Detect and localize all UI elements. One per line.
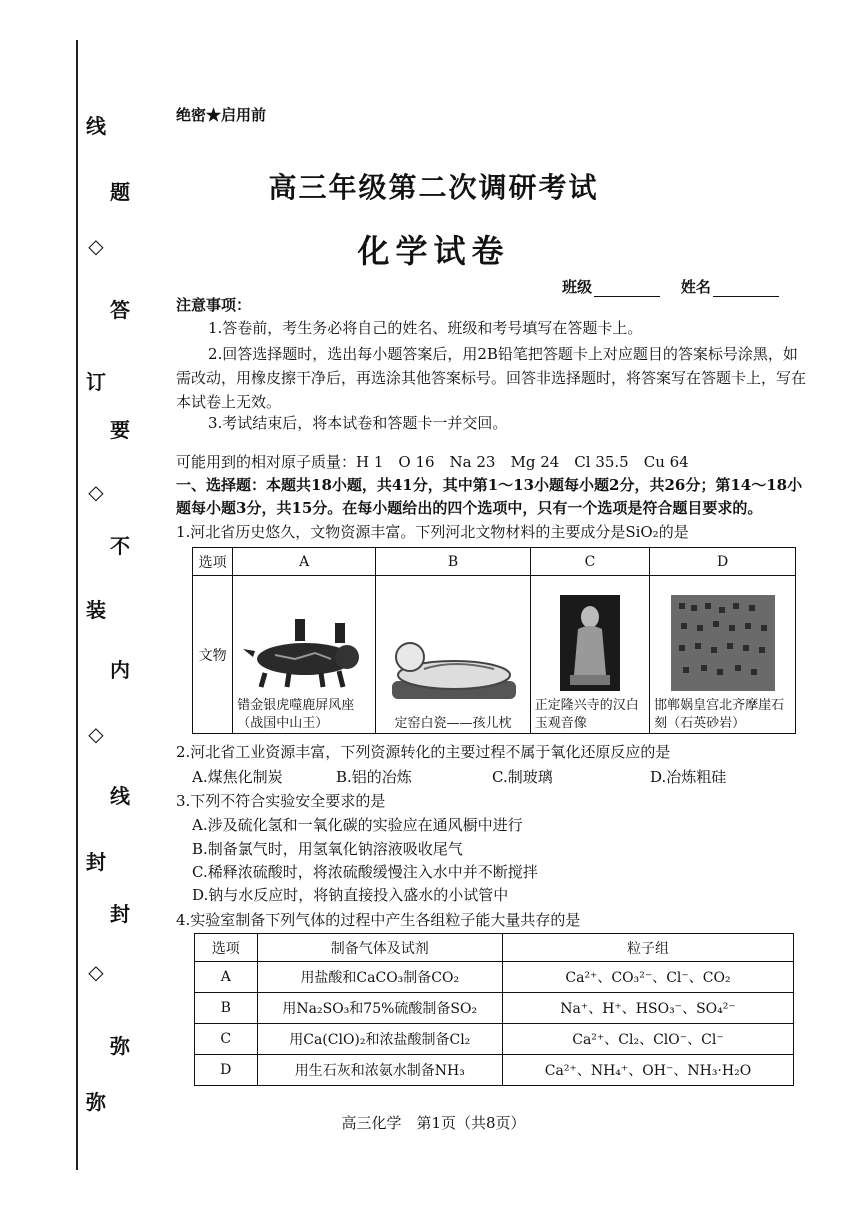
- table-row: [195, 1024, 794, 1055]
- notice-item-2: 2.回答选择题时，选出每小题答案后，用2B铅笔把答题卡上对应题目的答案标号涂黑，如需改动，用橡皮擦干净后，再选涂其他答案标号。回答非选择题时，将答案写在答题卡上，写在本试卷上无效。: [176, 345, 807, 411]
- q4-header-option: 选项: [195, 934, 258, 962]
- question-4-stem: 4.实验室制备下列气体的过程中产生各组粒子能大量共存的是: [176, 911, 581, 929]
- binding-char: 题: [110, 180, 130, 204]
- q1-caption-b: 定窑白瓷——孩儿枕: [394, 716, 512, 731]
- q2-option-b: B.铝的冶炼: [336, 768, 412, 786]
- q4-row-a-reagents: 用盐酸和CaCO₃制备CO₂: [257, 962, 502, 993]
- binding-char: 封: [110, 902, 130, 926]
- binding-char: 线: [86, 114, 106, 138]
- confidential-mark: 绝密★启用前: [176, 106, 267, 124]
- question-1-stem: 1.河北省历史悠久，文物资源丰富。下列河北文物材料的主要成分是SiO₂的是: [176, 523, 689, 541]
- table-row: [195, 993, 794, 1024]
- q1-caption-d: 邯郸娲皇宫北齐摩崖石刻（石英砂岩）: [654, 698, 785, 731]
- subject-title: 化学试卷: [357, 232, 510, 270]
- q3-option-a: A.涉及硫化氢和一氧化碳的实验应在通风橱中进行: [192, 816, 523, 834]
- student-info: [562, 276, 779, 297]
- q4-row-c-reagents: 用Ca(ClO)₂和浓盐酸制备Cl₂: [257, 1024, 502, 1055]
- binding-line: [76, 40, 78, 1170]
- q4-row-b-reagents: 用Na₂SO₃和75%硫酸制备SO₂: [257, 993, 502, 1024]
- guanyin-statue-image: [560, 595, 620, 691]
- q1-caption-a: 错金银虎噬鹿屏风座（战国中山王）: [237, 698, 355, 731]
- question-3-stem: 3.下列不符合实验安全要求的是: [176, 792, 386, 810]
- binding-char: 弥: [86, 1090, 106, 1114]
- child-pillow-image: [384, 629, 522, 709]
- name-label: 姓名: [680, 278, 711, 296]
- q4-header-reagents: 制备气体及试剂: [257, 934, 502, 962]
- atomic-masses: 可能用到的相对原子质量：H 1 O 16 Na 23 Mg 24 Cl 35.5 Cu 64: [176, 453, 689, 471]
- binding-char: 封: [86, 850, 106, 874]
- q1-row-label: 文物: [193, 576, 233, 734]
- notice-title: 注意事项：: [176, 296, 252, 314]
- q1-cell-a: [233, 576, 376, 734]
- binding-char: 订: [86, 370, 106, 394]
- q1-cell-d: [650, 576, 796, 734]
- binding-char: 不: [110, 534, 130, 558]
- binding-diamond-icon: ◇: [88, 480, 104, 504]
- class-label: 班级: [562, 278, 593, 296]
- page-footer: 高三化学 第1页（共8页）: [341, 1114, 526, 1132]
- name-field[interactable]: [713, 282, 779, 297]
- q4-row-c-particles: Ca²⁺、Cl₂、ClO⁻、Cl⁻: [502, 1024, 793, 1055]
- q4-row-d-particles: Ca²⁺、NH₄⁺、OH⁻、NH₃·H₂O: [502, 1055, 793, 1086]
- q2-option-a: A.煤焦化制炭: [192, 768, 283, 786]
- q4-row-d-option: D: [195, 1055, 258, 1086]
- exam-title: 高三年级第二次调研考试: [268, 171, 599, 204]
- question-1-table: [192, 547, 796, 734]
- q4-row-a-particles: Ca²⁺、CO₃²⁻、Cl⁻、CO₂: [502, 962, 793, 993]
- binding-char: 装: [86, 598, 106, 622]
- q4-row-d-reagents: 用生石灰和浓氨水制备NH₃: [257, 1055, 502, 1086]
- q4-header-particles: 粒子组: [502, 934, 793, 962]
- tiger-screen-base-image: [235, 611, 373, 691]
- q1-cell-c: [530, 576, 649, 734]
- q1-caption-c: 正定隆兴寺的汉白玉观音像: [534, 698, 639, 731]
- q4-row-b-option: B: [195, 993, 258, 1024]
- binding-char: 弥: [110, 1034, 130, 1058]
- q4-row-c-option: C: [195, 1024, 258, 1055]
- question-2-stem: 2.河北省工业资源丰富，下列资源转化的主要过程不属于氧化还原反应的是: [176, 743, 671, 761]
- q3-option-c: C.稀释浓硫酸时，将浓硫酸缓慢注入水中并不断搅拌: [192, 863, 538, 881]
- notice-item-3: 3.考试结束后，将本试卷和答题卡一并交回。: [208, 414, 508, 432]
- class-field[interactable]: [594, 282, 660, 297]
- binding-char: 要: [110, 418, 130, 442]
- binding-diamond-icon: ◇: [88, 722, 104, 746]
- q1-option-b: B: [376, 548, 531, 576]
- q1-option-c: C: [530, 548, 649, 576]
- binding-diamond-icon: ◇: [88, 234, 104, 258]
- q2-option-d: D.冶炼粗硅: [650, 768, 727, 786]
- binding-char: 答: [110, 298, 130, 322]
- section-1-instructions: 一、选择题：本题共18小题，共41分，其中第1～13小题每小题2分，共26分；第14～18小题每小题3分，共15分。在每小题给出的四个选项中，只有一个选项是符合题目要求的。: [176, 476, 803, 517]
- rock-inscription-image: [671, 595, 775, 691]
- binding-char: 内: [110, 658, 130, 682]
- q1-option-d: D: [650, 548, 796, 576]
- notice-item-1: 1.答卷前，考生务必将自己的姓名、班级和考号填写在答题卡上。: [208, 319, 643, 337]
- q2-option-c: C.制玻璃: [492, 768, 553, 786]
- table-row: [195, 1055, 794, 1086]
- table-row: [195, 962, 794, 993]
- q4-row-b-particles: Na⁺、H⁺、HSO₃⁻、SO₄²⁻: [502, 993, 793, 1024]
- question-4-table: [194, 933, 794, 1086]
- q4-row-a-option: A: [195, 962, 258, 993]
- q3-option-d: D.钠与水反应时，将钠直接投入盛水的小试管中: [192, 886, 509, 904]
- binding-char: 线: [110, 784, 130, 808]
- q1-cell-b: [376, 576, 531, 734]
- binding-diamond-icon: ◇: [88, 960, 104, 984]
- q1-option-a: A: [233, 548, 376, 576]
- q3-option-b: B.制备氯气时，用氢氧化钠溶液吸收尾气: [192, 840, 463, 858]
- q1-header-label: 选项: [193, 548, 233, 576]
